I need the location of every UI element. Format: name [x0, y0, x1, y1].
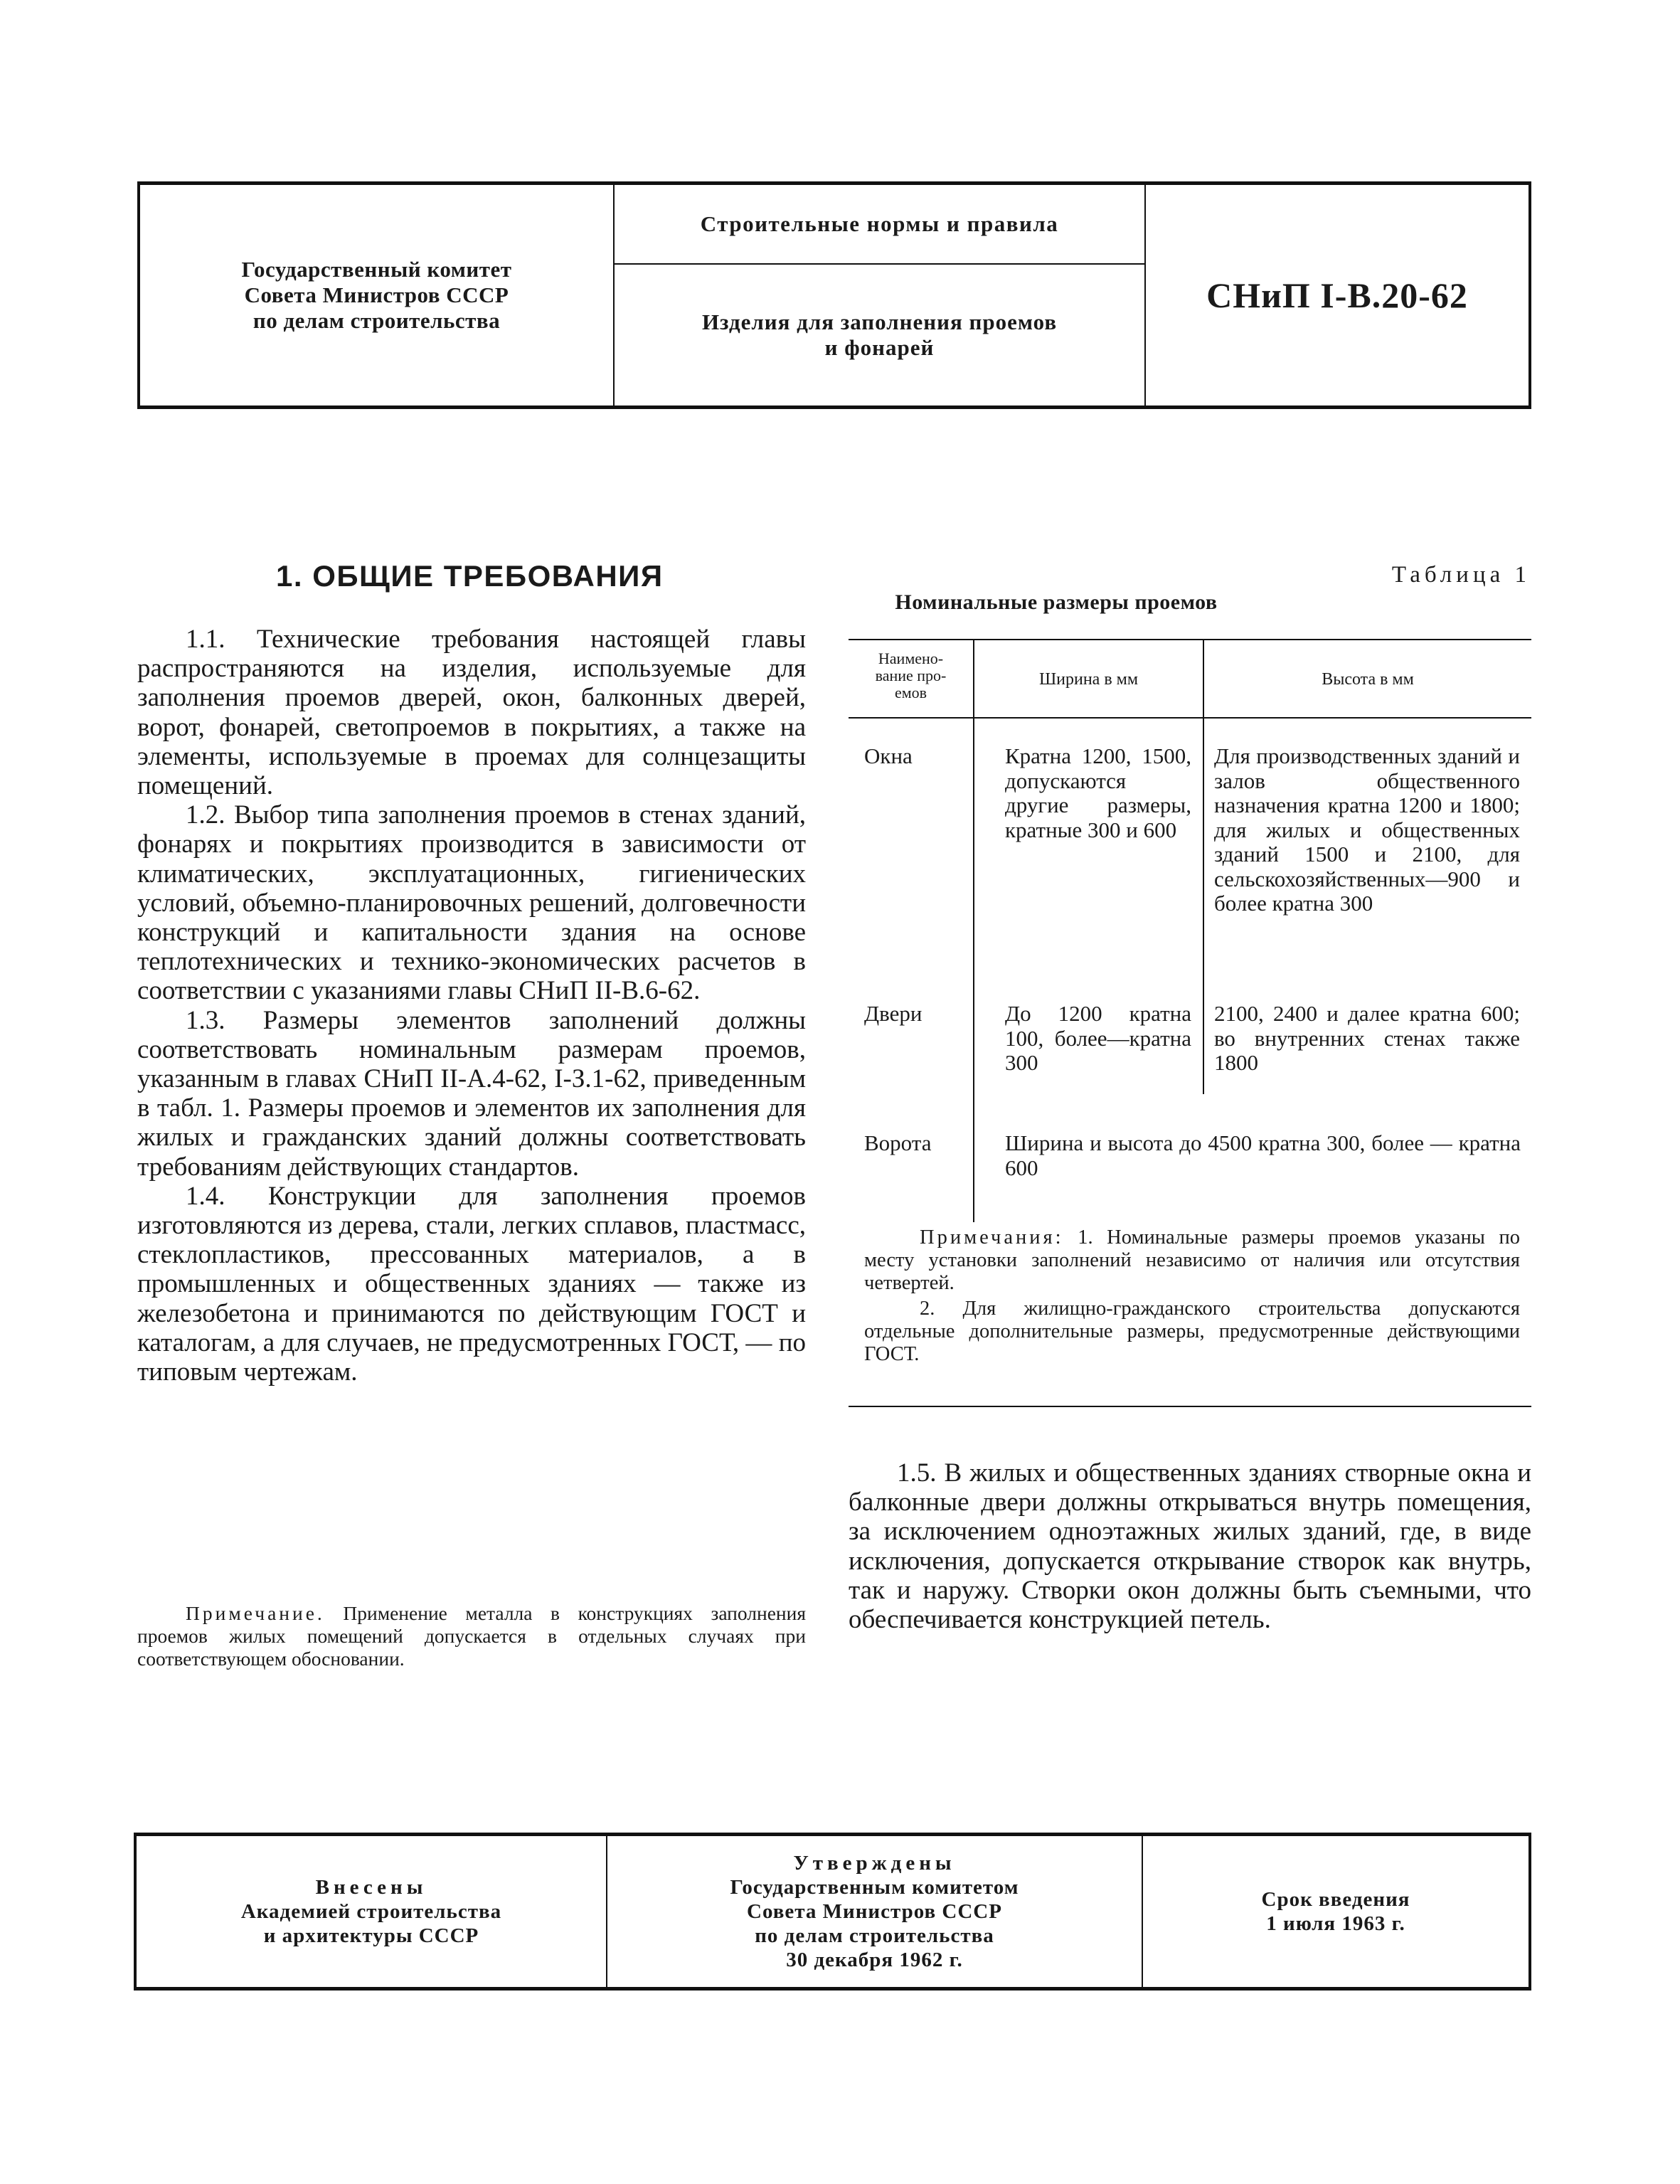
- col-header-name-line: емов: [894, 684, 927, 701]
- series-title: Строительные нормы и правила: [700, 211, 1059, 236]
- table-col-divider: [1203, 639, 1204, 1094]
- note-label: Примечание.: [186, 1602, 325, 1624]
- row-name-doors: Двери: [864, 1001, 923, 1026]
- committee-name: [140, 185, 613, 405]
- paragraph-1-3: 1.3. Размеры элементов заполнений должны соответствовать номинальным размерам проемов, указанным в главах СНиП II-А.4-62, I-З.1-62, приведенным в табл. 1. Размеры проемов и элементов их заполнения для жилых и гражданских зданий должны соответствовать требованиям действующих стандартов.: [137, 1005, 806, 1182]
- approved-by-line-3: по делам строительства: [755, 1924, 994, 1947]
- footer-introduced: [137, 1836, 606, 1987]
- col-header-height: Высота в мм: [1322, 670, 1414, 689]
- paragraph-1-2: 1.2. Выбор типа заполнения проемов в стенах зданий, фонарях и покрытиях производится в зависимости от климатических, эксплуатационных, гигиенических условий, объемно-планировочных решений, долговечности конструкций и капитальности здания на основе теплотехнических и технико-экономических расчетов в соответствии с указаниями главы СНиП II-В.6-62.: [137, 800, 806, 1006]
- committee-line-3: по делам строительства: [252, 308, 501, 333]
- table-label: Таблица 1: [1391, 562, 1531, 588]
- row-merged-gates: Ширина и высота до 4500 кратна 300, более — кратна 600: [1005, 1130, 1521, 1180]
- introduced-label: Внесены: [315, 1876, 427, 1899]
- approved-date: 30 декабря 1962 г.: [786, 1949, 963, 1971]
- document-code: СНиП I-В.20-62: [1206, 275, 1468, 315]
- header-box: [137, 181, 1531, 409]
- committee-line-1: Государственный комитет: [241, 257, 512, 282]
- table-note-1-text: 1. Номинальные размеры проемов указаны по месту установки заполнений независимо от наличия или отсутствия четвертей.: [864, 1226, 1521, 1294]
- approved-label: Утверждены: [793, 1852, 956, 1875]
- table-note-2: 2. Для жилищно-гражданского строительства допускаются отдельные дополнительные размеры, предусмотренные действующими ГОСТ.: [864, 1298, 1520, 1365]
- committee-line-2: Совета Министров СССР: [244, 282, 509, 307]
- table-title: Номинальные размеры проемов: [895, 590, 1218, 614]
- dimensions-table: [849, 639, 1531, 1407]
- right-column: [849, 1458, 1531, 1634]
- paragraph-1-4: 1.4. Конструкции для заполнения проемов изготовляются из дерева, стали, легких сплавов, пластмасс, стеклопластиков, прессованных материалов, а в промышленных и общественных зданиях — также из железобетона и принимаются по действующим ГОСТ и каталогам, а для случаев, не предусмотренных ГОСТ, — по типовым чертежам.: [137, 1181, 806, 1387]
- table-notes-label: Примечания:: [920, 1226, 1064, 1249]
- row-width-doors: До 1200 кратна 100, более—кратна 300: [1005, 1001, 1191, 1075]
- col-header-width: Ширина в мм: [1038, 670, 1139, 689]
- row-name-gates: Ворота: [864, 1130, 932, 1155]
- note-text: Применение металла в конструкциях заполнения проемов жилых помещений допускается в отдельных случаях при соответствующем обосновании.: [137, 1602, 807, 1670]
- table-top-rule: [849, 639, 1531, 640]
- row-height-doors: 2100, 2400 и далее кратна 600; во внутренних стенах также 1800: [1214, 1001, 1520, 1075]
- col-header-name-line: вание про-: [875, 667, 947, 684]
- subject-line-1: Изделия для заполнения проемов: [701, 309, 1058, 334]
- subject-line-2: и фонарей: [824, 335, 935, 360]
- effective-date: 1 июля 1963 г.: [1266, 1912, 1405, 1935]
- footer-box: [134, 1833, 1531, 1990]
- table-bottom-rule: [849, 1406, 1531, 1407]
- table-header-rule: [849, 717, 1531, 719]
- col-header-name: [849, 650, 973, 701]
- introduced-by-line-1: Академией строительства: [240, 1900, 502, 1923]
- effective-label: Срок введения: [1261, 1888, 1410, 1911]
- footer-effective: [1143, 1836, 1529, 1987]
- footer-approved: [607, 1836, 1142, 1987]
- col-header-name-line: Наимено-: [878, 650, 944, 667]
- approved-by-line-2: Совета Министров СССР: [747, 1900, 1002, 1923]
- paragraph-1-1: 1.1. Технические требования настоящей главы распространяются на изделия, используемые для заполнения проемов дверей, окон, балконных дверей, ворот, фонарей, светопроемов в покрытиях, а также на элементы, используемые в проемах для солнцезащиты помещений.: [137, 625, 806, 801]
- row-width-windows: Кратна 1200, 1500, допускаются другие размеры, кратные 300 и 600: [1005, 743, 1191, 842]
- note-metal: [137, 1602, 806, 1670]
- table-note-1: [864, 1226, 1520, 1295]
- paragraph-1-5: 1.5. В жилых и общественных зданиях створные окна и балконные двери должны открываться внутрь помещения, за исключением одноэтажных жилых зданий, где, в виде исключения, допускается открывание створок как внутрь, так и наружу. Створки окон должны быть съемными, что обеспечивается конструкцией петель.: [849, 1458, 1531, 1635]
- left-column: [137, 625, 806, 1387]
- table-col-divider: [973, 639, 974, 1222]
- row-name-windows: Окна: [864, 743, 913, 768]
- document-subject: [615, 265, 1144, 405]
- row-height-windows: Для производственных зданий и залов общественного назначения кратна 1200 и 1800; для жилых и общественных зданий 1500 и 2100, для сельскохозяйственных—900 и более кратна 300: [1214, 743, 1520, 916]
- approved-by-line-1: Государственным комитетом: [730, 1876, 1019, 1899]
- introduced-by-line-2: и архитектуры СССР: [263, 1924, 479, 1947]
- section-title: 1. ОБЩИЕ ТРЕБОВАНИЯ: [276, 559, 664, 593]
